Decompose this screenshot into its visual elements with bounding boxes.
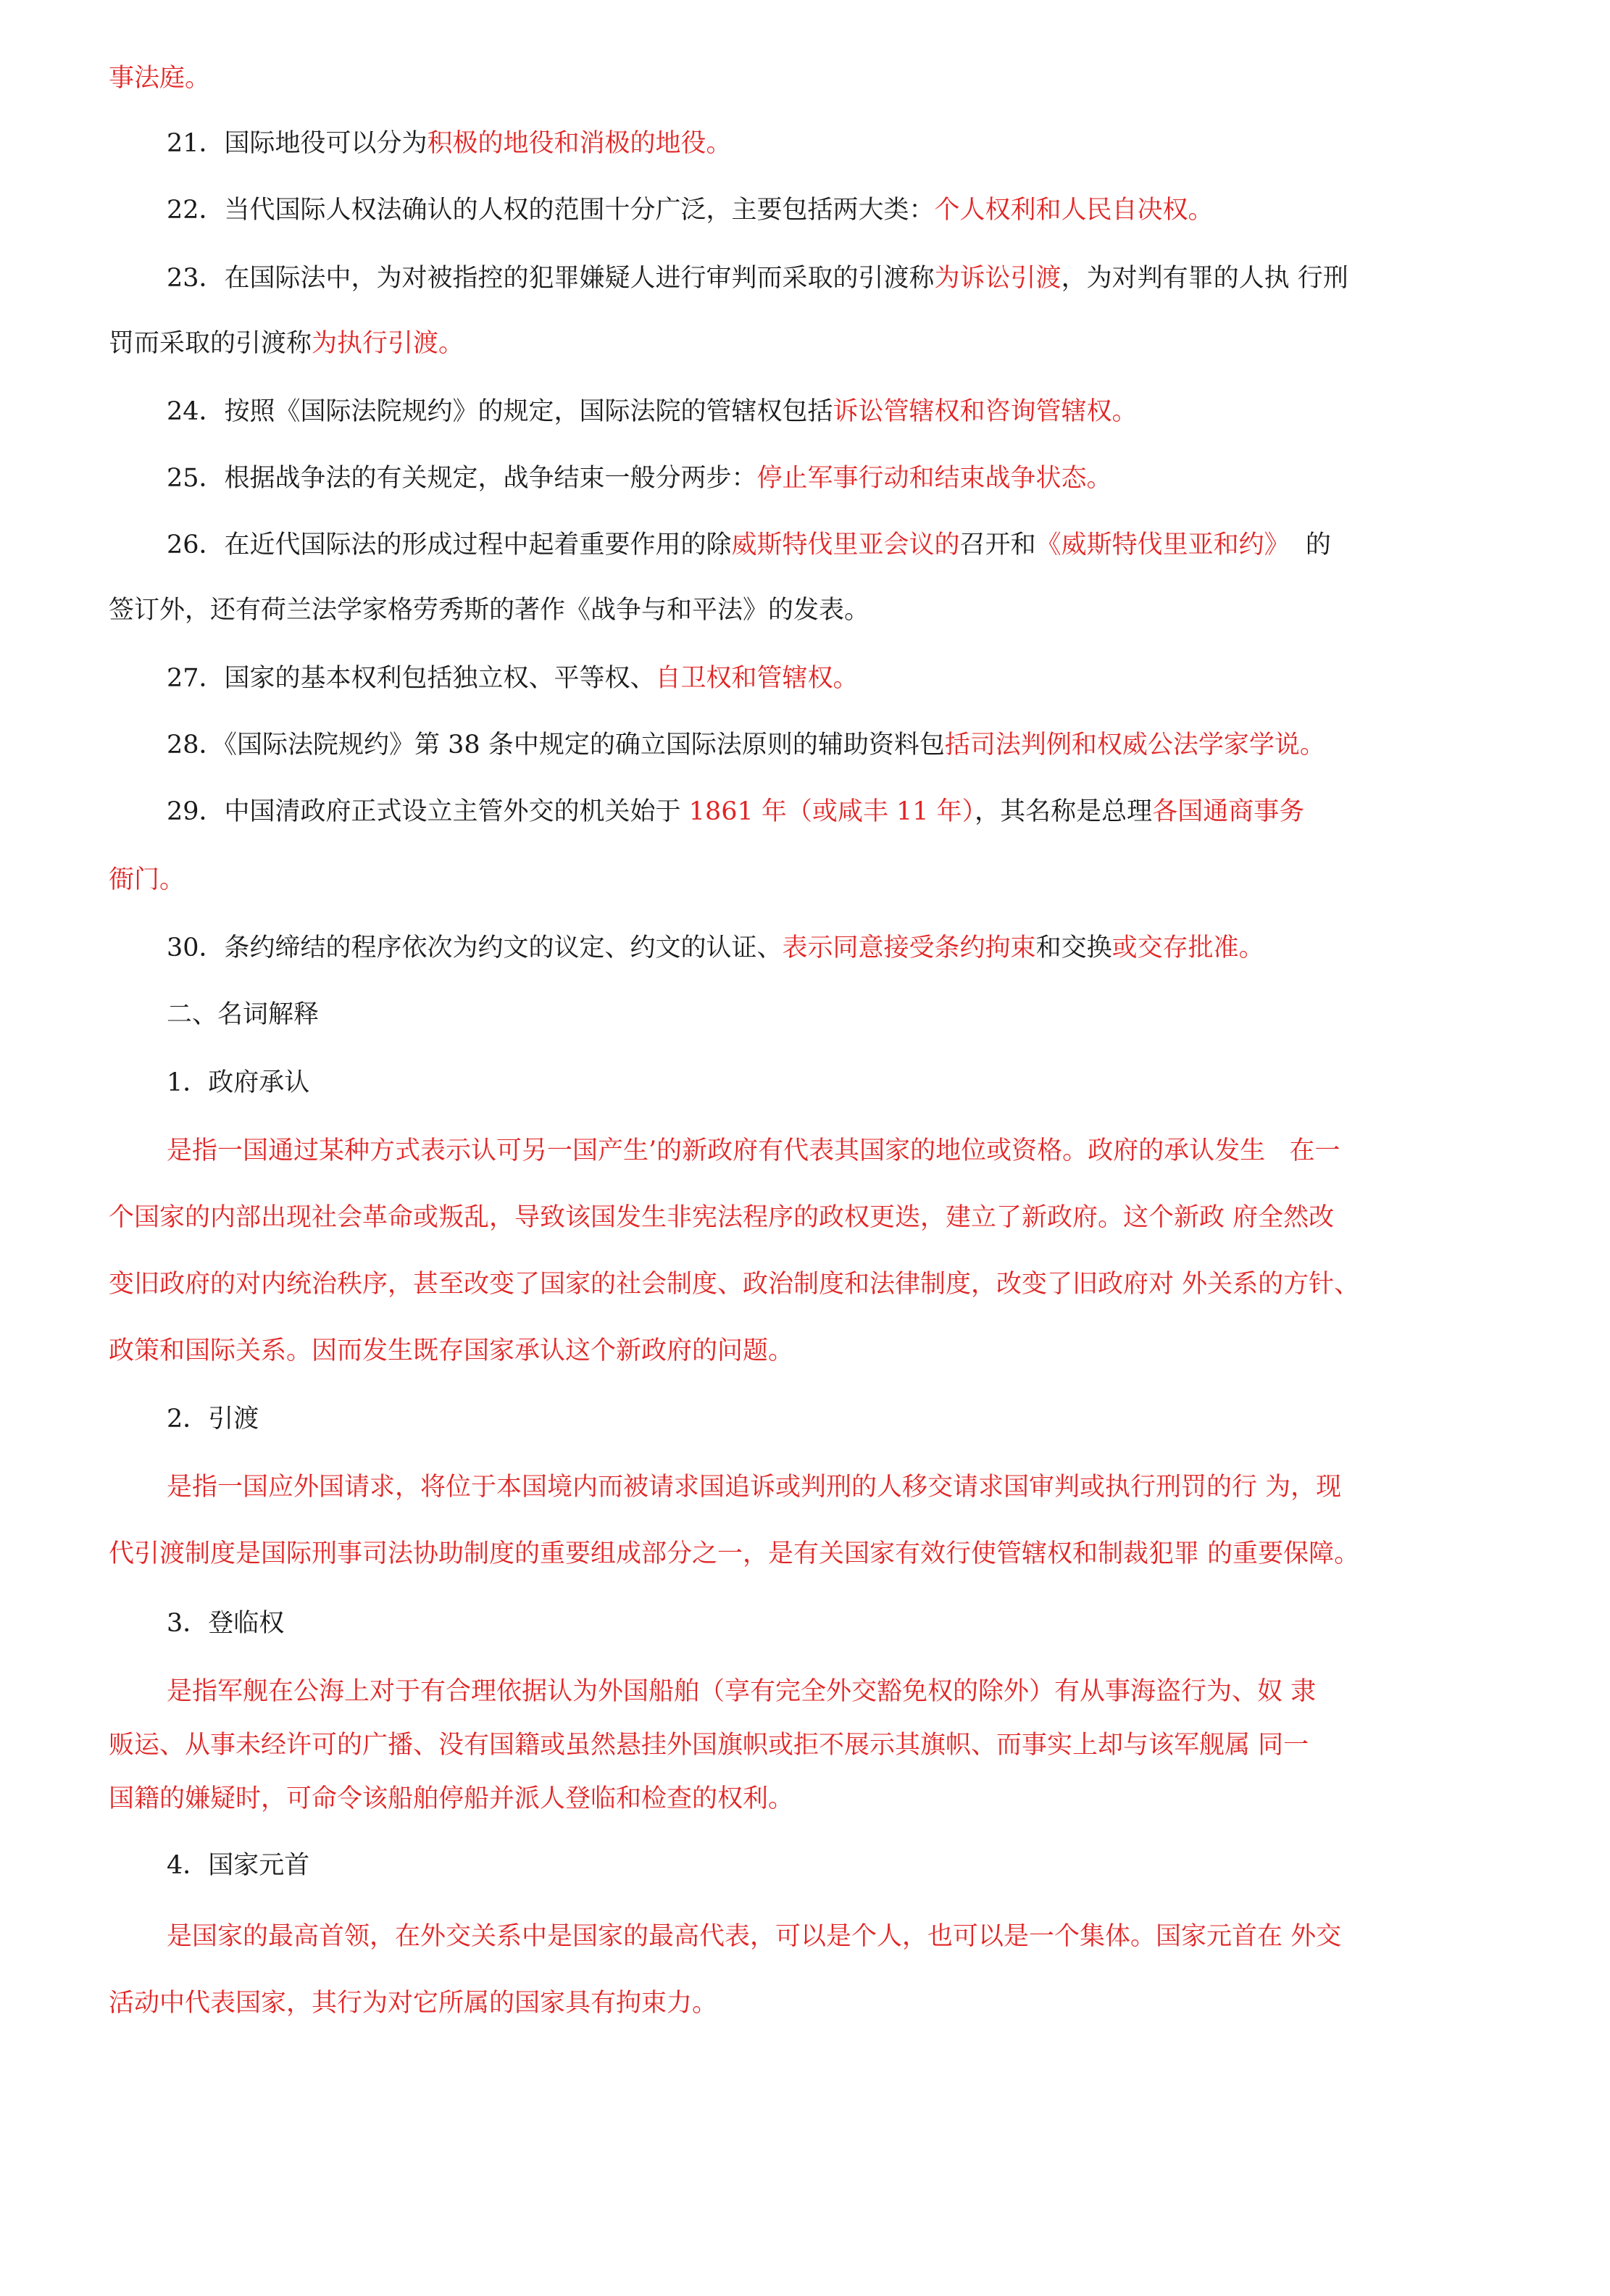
answer-span: 为执行引渡。 xyxy=(312,329,464,358)
text-span: 22．当代国际人权法确认的人权的范围十分广泛，主要包括两大类： xyxy=(167,196,935,225)
definition-text: 代引渡制度是国际刑事司法协助制度的重要组成部分之一，是有关国家有效行使管辖权和制裁犯罪 的重要保障。 xyxy=(109,1539,1360,1568)
answer-span: 停止军事行动和结束战争状态。 xyxy=(756,464,1112,493)
text-span: 召开和 xyxy=(959,531,1036,560)
answer-span: 或交存批准。 xyxy=(1111,933,1264,962)
text-span: 25．根据战争法的有关规定，战争结束一般分两步： xyxy=(167,464,757,493)
answer-span: 表示同意接受条约拘束 xyxy=(782,933,1036,962)
term-title: 2．引渡 xyxy=(167,1405,259,1434)
term-2-title xyxy=(109,1402,1509,1436)
definition-text: 贩运、从事未经许可的广播、没有国籍或虽然悬挂外国旗帜或拒不展示其旗帜、而事实上却与该军舰属 同一 xyxy=(109,1731,1309,1760)
text-span: 和交换 xyxy=(1035,933,1112,962)
definition-text: 是国家的最高首领，在外交关系中是国家的最高代表，可以是个人，也可以是一个集体。国家元首在 外交 xyxy=(167,1922,1342,1951)
answer-span: 威斯特伐里亚会议的 xyxy=(731,531,960,560)
text-span: ，为对判有罪的人执 行刑 xyxy=(1061,264,1348,293)
answer-span: 自卫权和管辖权。 xyxy=(655,664,859,693)
definition-text: 个国家的内部出现社会革命或叛乱，导致该国发生非宪法程序的政权更迭，建立了新政府。这个新政 府全然改 xyxy=(109,1203,1335,1232)
definition-text: 政策和国际关系。因而发生既存国家承认这个新政府的问题。 xyxy=(109,1336,794,1365)
answer-span: 衙门。 xyxy=(109,865,185,894)
answer-span: 1861 年（或咸丰 11 年） xyxy=(688,797,975,826)
term-title: 1．政府承认 xyxy=(167,1068,310,1097)
item-23-cont xyxy=(109,326,1509,361)
definition-text: 是指一国应外国请求，将位于本国境内而被请求国追诉或判刑的人移交请求国审判或执行刑罚的行 为，现 xyxy=(167,1473,1342,1502)
item-24 xyxy=(109,394,1509,429)
term-4-def-line xyxy=(109,1986,1509,2021)
text-span: 事法庭。 xyxy=(109,64,211,93)
answer-span: 《威斯特伐里亚和约》 xyxy=(1035,531,1290,560)
text-span: 21．国际地役可以分为 xyxy=(167,129,427,158)
text-span: 签订外，还有荷兰法学家格劳秀斯的著作《战争与和平法》的发表。 xyxy=(109,596,870,625)
term-4-title xyxy=(109,1848,1509,1883)
item-30 xyxy=(109,931,1509,965)
term-3-def-line xyxy=(109,1728,1509,1763)
text-span: 28．《国际法院规约》第 38 条中规定的确立国际法原则的辅助资料包 xyxy=(167,731,945,760)
item-23 xyxy=(109,261,1509,296)
term-1-def-line xyxy=(109,1267,1509,1302)
term-1-def-line xyxy=(109,1334,1509,1368)
term-3-def-line xyxy=(109,1781,1509,1816)
item-29 xyxy=(109,794,1509,829)
answer-span: 各国通商事务 xyxy=(1152,797,1305,826)
item-26-cont xyxy=(109,593,1509,628)
heading-text: 二、名词解释 xyxy=(167,1000,320,1029)
term-1-def-line xyxy=(109,1200,1509,1235)
section-heading xyxy=(109,997,1509,1032)
term-title: 3．登临权 xyxy=(167,1609,285,1638)
line-1 xyxy=(109,61,1509,96)
definition-text: 变旧政府的对内统治秩序，甚至改变了国家的社会制度、政治制度和法律制度，改变了旧政府对 外关系的方针、 xyxy=(109,1270,1360,1299)
answer-span: 积极的地役和消极的地役。 xyxy=(427,129,732,158)
item-21 xyxy=(109,126,1509,161)
definition-text: 活动中代表国家，其行为对它所属的国家具有拘束力。 xyxy=(109,1989,718,2018)
text-span: 26．在近代国际法的形成过程中起着重要作用的除 xyxy=(167,531,732,560)
answer-span: 个人权利和人民自决权。 xyxy=(934,196,1214,225)
item-29-cont xyxy=(109,862,1509,897)
definition-text: 国籍的嫌疑时，可命令该船舶停船并派人登临和检查的权利。 xyxy=(109,1784,794,1813)
text-span: 30．条约缔结的程序依次为约文的议定、约文的认证、 xyxy=(167,933,783,962)
text-span: 的 xyxy=(1289,531,1331,560)
text-span: 罚而采取的引渡称 xyxy=(109,329,312,358)
answer-span: 诉讼管辖权和咨询管辖权。 xyxy=(833,397,1138,426)
term-3-title xyxy=(109,1606,1509,1641)
term-4-def-line xyxy=(109,1919,1509,1954)
term-3-def-line xyxy=(109,1674,1509,1709)
term-1-def-line xyxy=(109,1134,1509,1168)
text-span: 29．中国清政府正式设立主管外交的机关始于 xyxy=(167,797,689,826)
item-25 xyxy=(109,461,1509,496)
term-2-def-line xyxy=(109,1536,1509,1571)
definition-text: 是指一国通过某种方式表示认可另一国产生’的新政府有代表其国家的地位或资格。政府的承认发生 在一 xyxy=(167,1136,1340,1165)
definition-text: 是指军舰在公海上对于有合理依据认为外国船舶（享有完全外交豁免权的除外）有从事海盗行为、奴 隶 xyxy=(167,1677,1317,1706)
term-2-def-line xyxy=(109,1470,1509,1505)
text-span: ，其名称是总理 xyxy=(975,797,1153,826)
text-span: 24．按照《国际法院规约》的规定，国际法院的管辖权包括 xyxy=(167,397,833,426)
term-1-title xyxy=(109,1065,1509,1100)
item-26 xyxy=(109,528,1509,562)
answer-span: 括司法判例和权威公法学家学说。 xyxy=(944,731,1325,760)
item-22 xyxy=(109,193,1509,228)
answer-span: 为诉讼引渡 xyxy=(934,264,1061,293)
text-span: 27．国家的基本权利包括独立权、平等权、 xyxy=(167,664,656,693)
item-27 xyxy=(109,661,1509,696)
text-span: 23．在国际法中，为对被指控的犯罪嫌疑人进行审判而采取的引渡称 xyxy=(167,264,935,293)
item-28 xyxy=(109,728,1509,762)
term-title: 4．国家元首 xyxy=(167,1851,310,1880)
